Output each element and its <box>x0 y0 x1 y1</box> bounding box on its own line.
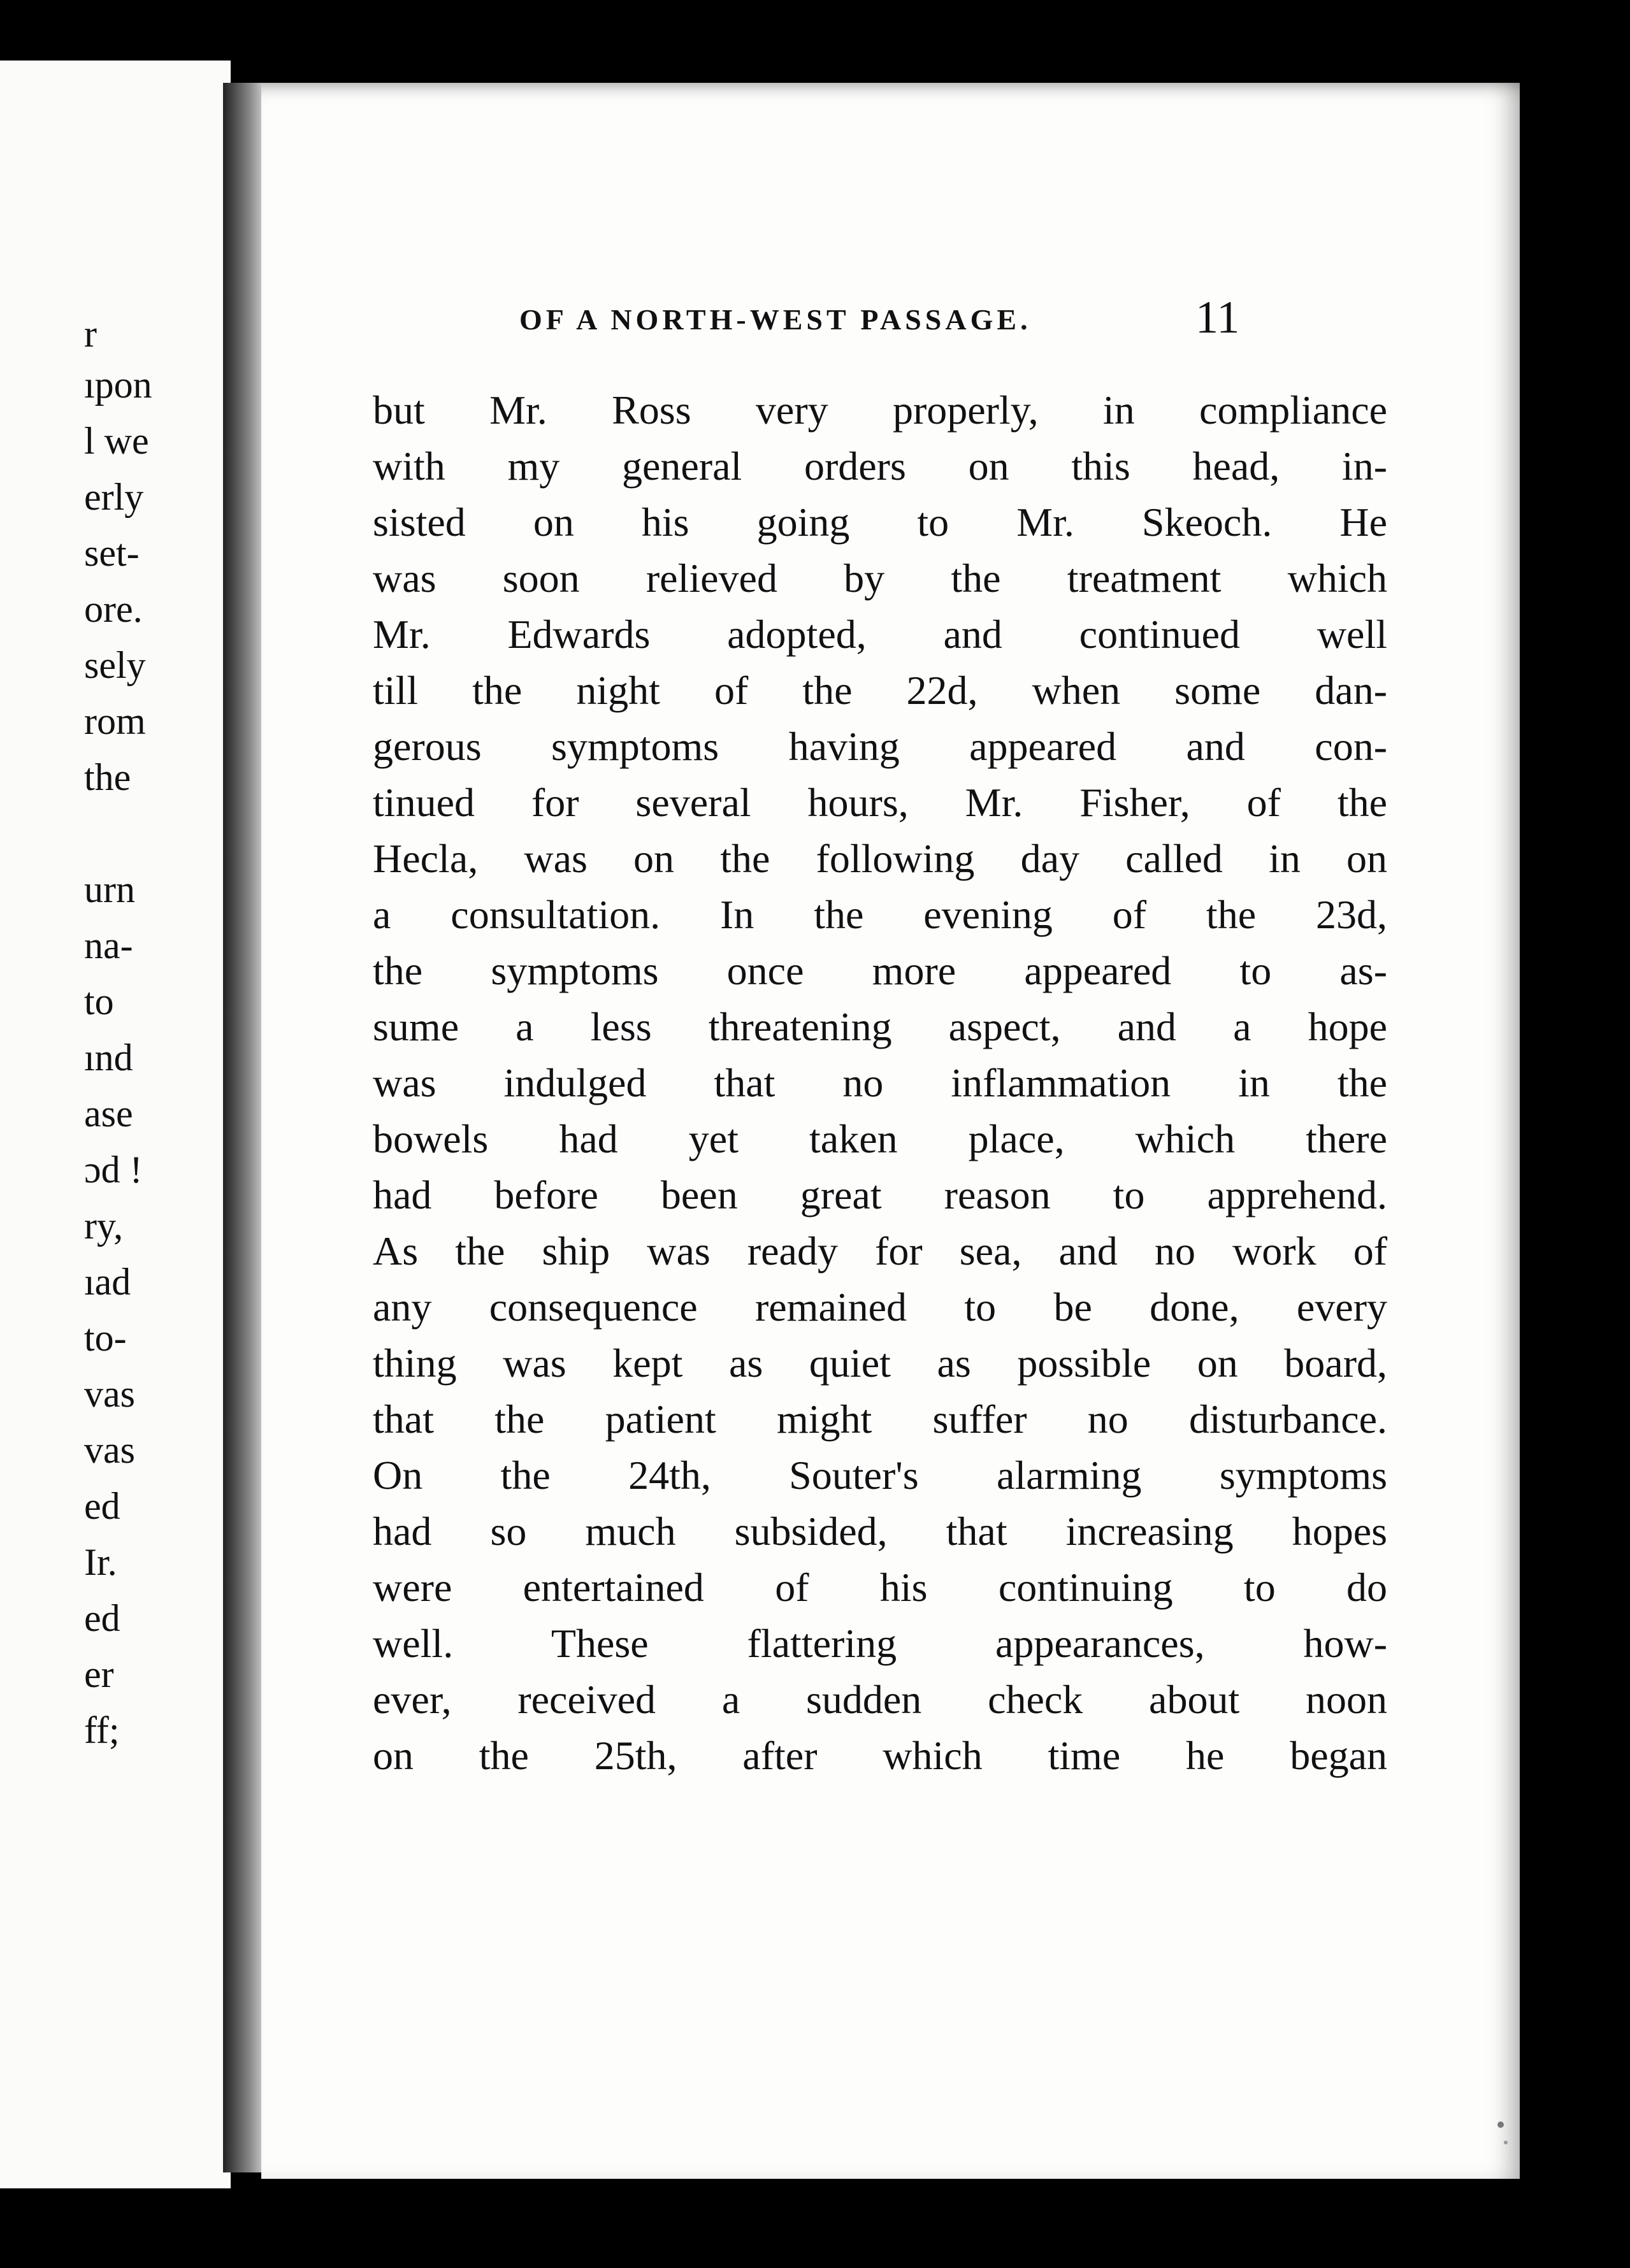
facing-line: na- <box>84 924 133 966</box>
text-line: that the patient might suffer no disturbance. <box>373 1396 1387 1442</box>
facing-line: ınd <box>84 1037 133 1079</box>
text-line: well. These flattering appearances, how- <box>373 1621 1387 1666</box>
text-line: on the 25th, after which time he began <box>373 1733 1387 1778</box>
text-line: bowels had yet taken place, which there <box>373 1116 1387 1161</box>
facing-line: ore. <box>84 588 143 630</box>
facing-line: ıpon <box>84 364 152 406</box>
facing-line: ɔd ! <box>84 1149 143 1191</box>
facing-line: l we <box>84 420 149 462</box>
text-line: was indulged that no inflammation in the <box>373 1060 1387 1105</box>
text-line: Mr. Edwards adopted, and continued well <box>373 612 1387 657</box>
text-line: ever, received a sudden check about noon <box>373 1677 1387 1722</box>
facing-line: sely <box>84 644 146 686</box>
facing-line: Ir. <box>84 1541 117 1583</box>
text-line: but Mr. Ross very properly, in compliance <box>373 387 1387 433</box>
facing-line: ff; <box>84 1709 120 1751</box>
facing-page-left <box>0 61 231 2188</box>
facing-line: er <box>84 1653 114 1695</box>
facing-line: ase <box>84 1093 133 1135</box>
paper-speck <box>1497 2121 1504 2128</box>
text-line: any consequence remained to be done, every <box>373 1284 1387 1330</box>
facing-line: r <box>84 313 97 355</box>
facing-line: vas <box>84 1373 135 1415</box>
facing-line: to <box>84 980 114 1023</box>
text-line: sume a less threatening aspect, and a hope <box>373 1004 1387 1049</box>
book-page <box>261 83 1520 2179</box>
text-line: sisted on his going to Mr. Skeoch. He <box>373 499 1387 545</box>
facing-line: ıad <box>84 1261 131 1303</box>
text-line: had before been great reason to apprehend. <box>373 1172 1387 1217</box>
text-line: tinued for several hours, Mr. Fisher, of the <box>373 780 1387 825</box>
body-text <box>373 382 1387 1784</box>
facing-line: urn <box>84 868 135 910</box>
text-line: the symptoms once more appeared to as- <box>373 948 1387 993</box>
facing-line: ed <box>84 1597 120 1639</box>
page-number: 11 <box>1195 292 1240 343</box>
text-line: had so much subsided, that increasing hopes <box>373 1509 1387 1554</box>
facing-line: vas <box>84 1429 135 1471</box>
facing-line: to- <box>84 1317 127 1359</box>
facing-line: set- <box>84 532 140 574</box>
text-line: gerous symptoms having appeared and con- <box>373 724 1387 769</box>
facing-line: ry, <box>84 1205 124 1247</box>
text-line: were entertained of his continuing to do <box>373 1565 1387 1610</box>
text-line: with my general orders on this head, in- <box>373 443 1387 489</box>
text-line: a consultation. In the evening of the 23d, <box>373 892 1387 937</box>
facing-line: rom <box>84 700 146 742</box>
paper-speck <box>1504 2141 1508 2144</box>
text-line: till the night of the 22d, when some dan- <box>373 668 1387 713</box>
text-line: As the ship was ready for sea, and no work of <box>373 1228 1387 1274</box>
facing-line: erly <box>84 476 144 518</box>
text-line: was soon relieved by the treatment which <box>373 556 1387 601</box>
facing-line: ed <box>84 1485 120 1527</box>
facing-line: the <box>84 756 131 798</box>
text-line: On the 24th, Souter's alarming symptoms <box>373 1453 1387 1498</box>
text-line: thing was kept as quiet as possible on board, <box>373 1340 1387 1386</box>
running-head-title: OF A NORTH-WEST PASSAGE. <box>519 303 1032 336</box>
text-line: Hecla, was on the following day called in on <box>373 836 1387 881</box>
